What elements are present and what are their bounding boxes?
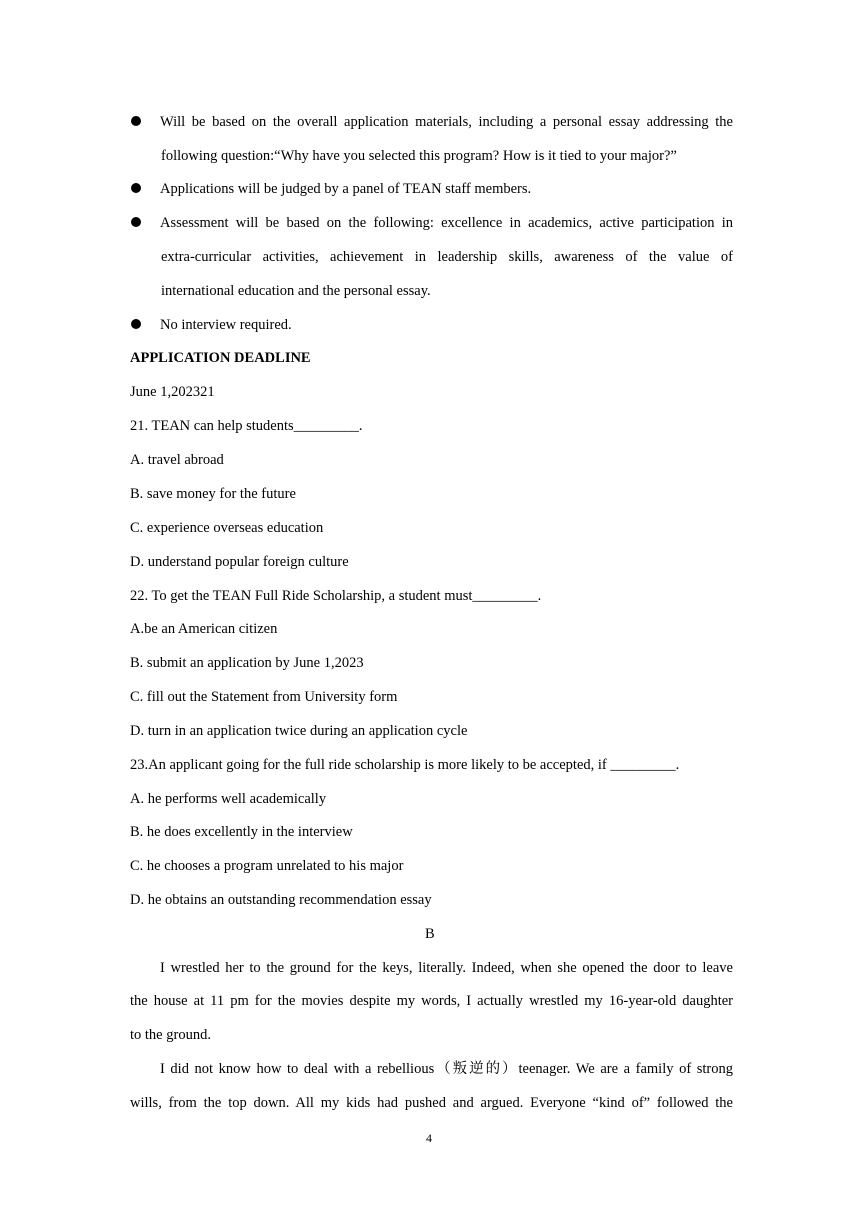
question-23-stem: 23.An applicant going for the full ride scholarship is more likely to be accepted, if _________. [130, 757, 680, 773]
paragraph-2-line-1: I did not know how to deal with a rebellious（叛逆的）teenager. We are a family of strong [160, 1061, 733, 1077]
deadline-heading: APPLICATION DEADLINE [130, 350, 311, 366]
paragraph-2-line-2: wills, from the top down. All my kids had pushed and argued. Everyone “kind of” followed the [130, 1095, 733, 1111]
question-23-option-b: B. he does excellently in the interview [130, 824, 353, 840]
question-22-option-b: B. submit an application by June 1,2023 [130, 655, 364, 671]
question-21-option-c: C. experience overseas education [130, 520, 324, 536]
question-22-option-d: D. turn in an application twice during an application cycle [130, 723, 468, 739]
bullet-icon [131, 319, 141, 329]
question-22-stem: 22. To get the TEAN Full Ride Scholarship, a student must_________. [130, 588, 542, 604]
bullet-icon [131, 217, 141, 227]
bullet-1-line-1: Will be based on the overall application materials, including a personal essay addressing the [160, 114, 733, 130]
paragraph-1-line-2: the house at 11 pm for the movies despite my words, I actually wrestled my 16-year-old daughter [130, 993, 733, 1009]
section-b-label: B [425, 926, 435, 942]
bullet-4-line-1: No interview required. [160, 317, 292, 333]
bullet-icon [131, 116, 141, 126]
question-21-stem: 21. TEAN can help students_________. [130, 418, 363, 434]
question-23-option-d: D. he obtains an outstanding recommendation essay [130, 892, 432, 908]
bullet-icon [131, 183, 141, 193]
bullet-1-line-2: following question:“Why have you selected this program? How is it tied to your major?” [161, 148, 677, 164]
question-23-option-a: A. he performs well academically [130, 791, 327, 807]
question-21-option-b: B. save money for the future [130, 486, 296, 502]
question-22-option-c: C. fill out the Statement from University form [130, 689, 398, 705]
question-22-option-a: A.be an American citizen [130, 621, 278, 637]
bullet-2-line-1: Applications will be judged by a panel of TEAN staff members. [160, 181, 532, 197]
bullet-3-line-2: extra-curricular activities, achievement in leadership skills, awareness of the value of [161, 249, 733, 265]
question-21-option-d: D. understand popular foreign culture [130, 554, 349, 570]
page-number: 4 [426, 1131, 432, 1145]
paragraph-1-line-1: I wrestled her to the ground for the keys, literally. Indeed, when she opened the door to leave [160, 960, 733, 976]
question-23-option-c: C. he chooses a program unrelated to his major [130, 858, 404, 874]
paragraph-1-line-3: to the ground. [130, 1027, 211, 1043]
deadline-date: June 1,202321 [130, 384, 215, 400]
bullet-3-line-1: Assessment will be based on the following: excellence in academics, active participation in [160, 215, 733, 231]
bullet-3-line-3: international education and the personal essay. [161, 283, 431, 299]
question-21-option-a: A. travel abroad [130, 452, 224, 468]
